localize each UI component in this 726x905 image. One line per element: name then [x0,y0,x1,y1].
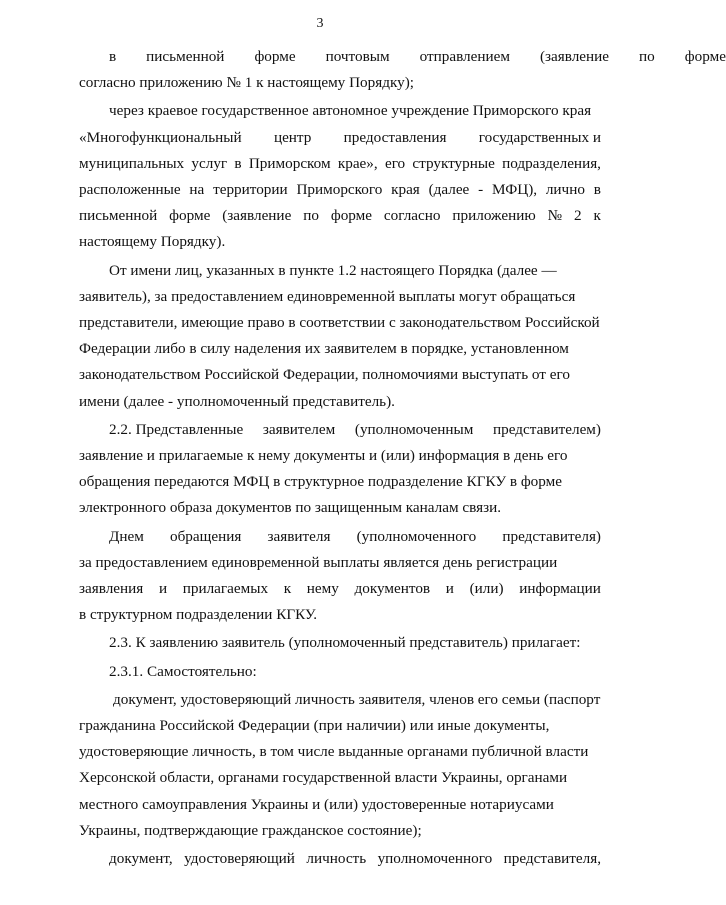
word: письменной [79,207,158,225]
text-line: заявление и прилагаемые к нему документы и (или) информация в день его [79,447,568,465]
text-line: обращения передаются МФЦ в структурное подразделение КГКУ в форме [79,473,562,491]
paragraph-representative [79,258,601,415]
text-line: через краевое государственное автономное учреждение Приморского края [109,102,592,120]
word: № [547,207,563,225]
text-line: Федерации либо в силу наделения их заявителем в порядке, установленном [79,340,569,358]
text-line: представители, имеющие право в соответствии с законодательством Российской [79,314,600,332]
word: письменной [146,48,225,65]
text-line: согласно приложению № 1 к настоящему Порядку); [79,74,414,92]
word: форме [330,207,373,225]
text-line: Украины, подтверждающие гражданское состояние); [79,821,422,839]
word: лично [545,181,585,199]
text-line: заявитель), за предоставлением единовременной выплаты могут обращаться [79,287,576,305]
paragraph-2-3 [79,630,601,656]
word: (заявление [539,48,610,65]
word: к [593,207,601,225]
paragraph-mfc [79,98,601,255]
text-line: местного самоуправления Украины и (или) удостоверенные нотариусами [79,795,554,813]
word: приложению [452,207,536,225]
paragraph-2-2 [79,417,601,522]
word: - [478,181,484,199]
text-line [79,44,726,70]
paragraph-postal [79,44,726,96]
text-line: заявления и прилагаемых к нему документов и (или) информации [79,580,601,598]
word: территории [213,181,288,199]
word: Приморского [296,181,383,199]
word: согласно [383,207,441,225]
word: крае», [337,154,378,172]
text-line: 2.3. К заявлению заявитель (уполномоченный представитель) прилагает: [109,634,581,652]
word: по [303,207,319,225]
word: почтовым [325,48,390,65]
word: подразделения, [502,154,601,172]
paragraph-identity-document [79,687,601,844]
word: Приморском [248,154,331,172]
word: его [384,154,406,172]
text-line: Херсонской области, органами государственной власти Украины, органами [79,769,568,787]
word: на [189,181,205,199]
paragraph-representative-document [79,846,601,872]
paragraph-2-3-1 [79,659,601,685]
text-line [79,177,601,203]
word: края [391,181,420,199]
text-line: в структурном подразделении КГКУ. [79,606,318,624]
word: в [234,154,242,172]
word: 2 [574,207,582,225]
word: форме [169,207,211,225]
text-line: законодательством Российской Федерации, полномочиями выступать от его [79,366,570,384]
text-line: документ, удостоверяющий личность заявителя, членов его семьи (паспорт [113,690,601,708]
word: расположенные [79,181,181,199]
word: муниципальных [79,154,185,172]
page-number: 3 [316,16,324,31]
text-line: «Многофункциональный центр предоставления государственных и [79,128,601,146]
word: в [593,181,601,199]
word: отправлением [419,48,510,65]
text-line: От имени лиц, указанных в пункте 1.2 настоящего Порядка (далее — [109,261,557,279]
text-line [79,203,601,229]
text-line: имени (далее - уполномоченный представитель). [79,392,395,410]
word: (заявление [222,207,292,225]
text-line: 2.2. Представленные заявителем (уполномоченным представителем) [109,420,601,438]
text-line: настоящему Порядку). [79,233,226,251]
text-line [79,151,601,177]
word: форме [684,48,726,65]
text-line: удостоверяющие личность, в том числе выданные органами публичной власти [79,743,589,761]
word: форме [254,48,296,65]
document-body [79,44,726,872]
word: МФЦ), [491,181,538,199]
text-line: Днем обращения заявителя (уполномоченного представителя) [109,527,601,545]
text-line: гражданина Российской Федерации (при наличии) или иные документы, [79,717,550,735]
word: по [639,48,655,65]
word: структурные [412,154,495,172]
paragraph-registration-day [79,524,601,629]
text-line: 2.3.1. Самостоятельно: [109,662,257,680]
word: услуг [191,154,228,172]
word: в [109,48,117,65]
text-line: документ, удостоверяющий личность уполномоченного представителя, [109,850,601,868]
text-line: электронного образа документов по защищенным каналам связи. [79,499,502,517]
text-line: за предоставлением единовременной выплаты является день регистрации [79,553,558,571]
word: (далее [428,181,470,199]
